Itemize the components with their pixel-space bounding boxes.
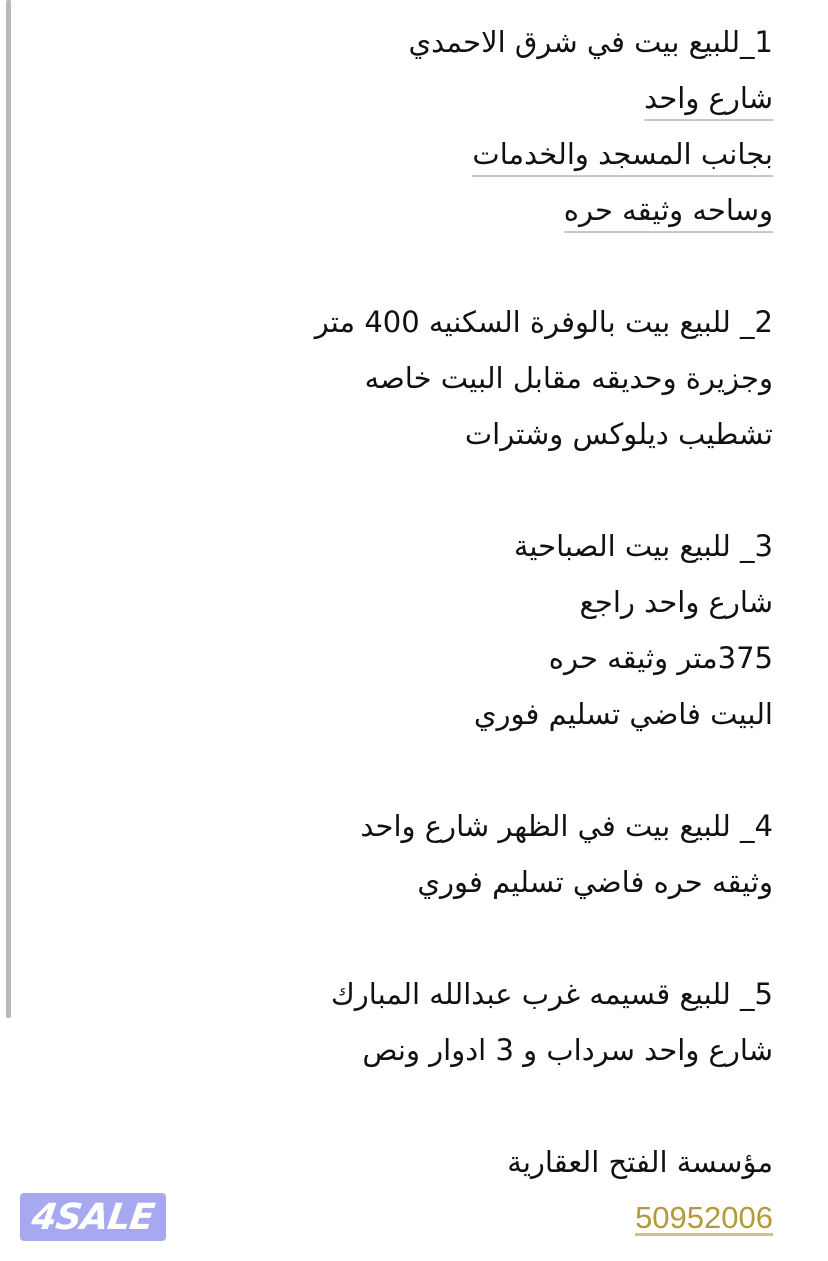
item1-line4 xyxy=(53,182,773,238)
item5-line1: 5_ للبيع قسيمه غرب عبدالله المبارك xyxy=(330,977,773,1011)
company-name: مؤسسة الفتح العقارية xyxy=(507,1145,773,1179)
spacer xyxy=(53,462,773,518)
item1-line3 xyxy=(53,126,773,182)
item1-line3-text: بجانب المسجد والخدمات xyxy=(472,137,773,177)
spacer xyxy=(53,742,773,798)
spacer xyxy=(53,238,773,294)
item3-line4: البيت فاضي تسليم فوري xyxy=(473,697,773,731)
left-border-bar xyxy=(6,0,11,1018)
4sale-logo xyxy=(20,1193,166,1241)
item3-line1: 3_ للبيع بيت الصباحية xyxy=(513,529,773,563)
item4-line2: وثيقه حره فاضي تسليم فوري xyxy=(417,865,773,899)
item3-line2: شارع واحد راجع xyxy=(579,585,773,619)
item1-line2 xyxy=(53,70,773,126)
spacer xyxy=(53,910,773,966)
logo-text: 4SALE xyxy=(29,1196,157,1238)
item1-line2-text: شارع واحد xyxy=(644,81,773,121)
spacer xyxy=(53,1078,773,1134)
listing-text xyxy=(53,14,773,1246)
item2-line1: 2_ للبيع بيت بالوفرة السكنيه 400 متر xyxy=(314,305,773,339)
item2-line3: تشطيب ديلوكس وشترات xyxy=(464,417,773,451)
item1-line1: 1_للبيع بيت في شرق الاحمدي xyxy=(408,25,773,59)
item1-line4-text: وساحه وثيقه حره xyxy=(564,193,773,233)
phone-link[interactable]: 50952006 xyxy=(635,1200,773,1235)
item2-line2: وجزيرة وحديقه مقابل البيت خاصه xyxy=(364,361,773,395)
item3-line3: 375متر وثيقه حره xyxy=(548,641,773,675)
item4-line1: 4_ للبيع بيت في الظهر شارع واحد xyxy=(360,809,773,843)
item5-line2: شارع واحد سرداب و 3 ادوار ونص xyxy=(362,1033,773,1067)
